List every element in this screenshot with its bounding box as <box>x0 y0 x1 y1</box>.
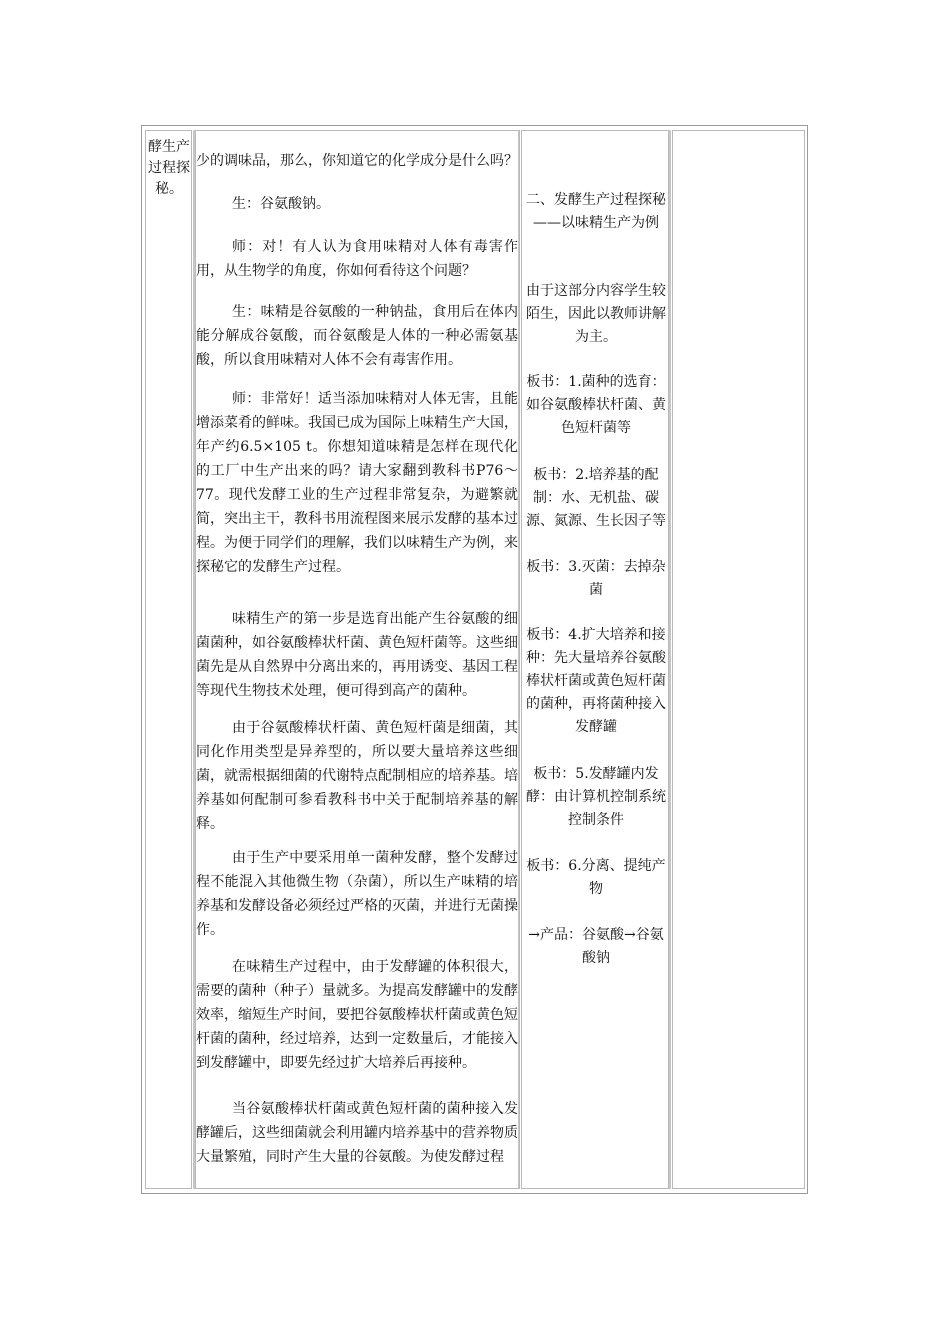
notes-paragraph: 板书：5.发酵罐内发酵：由计算机控制系统控制条件 <box>526 766 666 828</box>
section-column <box>145 130 192 1189</box>
notes-paragraph: 板书：3.灭菌：去掉杂菌 <box>526 559 666 598</box>
dialogue-column <box>195 130 520 1189</box>
notes-column <box>521 130 669 1189</box>
dialogue-paragraph: 味精生产的第一步是选育出能产生谷氨酸的细菌菌种，如谷氨酸棒状杆菌、黄色短杆菌等。这些细菌先是从自然界中分离出来的，再用诱变、基因工程等现代生物技术处理，便可得到高产的菌种。 <box>196 611 518 699</box>
notes-paragraph: 板书：4.扩大培养和接种：先大量培养谷氨酸棒状杆菌或黄色短杆菌的菌种，再将菌种接入发酵罐 <box>526 627 666 735</box>
dialogue-paragraph: 师：对！有人认为食用味精对人体有毒害作用，从生物学的角度，你如何看待这个问题？ <box>196 239 518 279</box>
empty-column <box>672 130 805 1189</box>
notes-paragraph: 板书：1.菌种的选育：如谷氨酸棒状杆菌、黄色短杆菌等 <box>526 374 666 436</box>
dialogue-paragraph: 由于谷氨酸棒状杆菌、黄色短杆菌是细菌，其同化作用类型是异养型的，所以要大量培养这些细菌，就需根据细菌的代谢特点配制相应的培养基。培养基如何配制可参看教科书中关于配制培养基的解释。 <box>196 720 518 832</box>
lesson-table <box>141 125 808 1194</box>
dialogue-paragraph: 师：非常好！适当添加味精对人体无害，且能增添菜肴的鲜味。我国已成为国际上味精生产大国，年产约6.5×105 t。你想知道味精是怎样在现代化的工厂中生产出来的吗？请大家翻到教科书P76～77。现代发酵工业的生产过程非常复杂，为避繁就简，突出主干，教科书用流程图来展示发酵的基本过程。为便于同学们的理解，我们以味精生产为例，来探秘它的发酵生产过程。 <box>196 391 518 575</box>
dialogue-paragraph: 在味精生产过程中，由于发酵罐的体积很大，需要的菌种（种子）量就多。为提高发酵罐中的发酵效率，缩短生产时间，要把谷氨酸棒状杆菌或黄色短杆菌的菌种，经过培养，达到一定数量后，才能接入到发酵罐中，即要先经过扩大培养后再接种。 <box>196 959 518 1071</box>
dialogue-paragraph: 生：味精是谷氨酸的一种钠盐，食用后在体内能分解成谷氨酸，而谷氨酸是人体的一种必需氨基酸，所以食用味精对人体不会有毒害作用。 <box>196 304 518 368</box>
notes-paragraph: 由于这部分内容学生较陌生，因此以教师讲解为主。 <box>526 283 666 345</box>
dialogue-paragraph: 由于生产中要采用单一菌种发酵，整个发酵过程不能混入其他微生物（杂菌），所以生产味精的培养基和发酵设备必须经过严格的灭菌，并进行无菌操作。 <box>196 850 518 938</box>
dialogue-paragraph: 少的调味品，那么，你知道它的化学成分是什么吗？ <box>196 153 518 169</box>
notes-paragraph: 二、发酵生产过程探秘——以味精生产为例 <box>526 192 666 231</box>
column-divider <box>669 130 671 1189</box>
notes-paragraph: 板书：2.培养基的配制：水、无机盐、碳源、氮源、生长因子等 <box>526 467 666 529</box>
dialogue-paragraph: 当谷氨酸棒状杆菌或黄色短杆菌的菌种接入发酵罐后，这些细菌就会利用罐内培养基中的营养物质大量繁殖，同时产生大量的谷氨酸。为使发酵过程 <box>196 1101 518 1165</box>
notes-paragraph: 板书：6.分离、提纯产物 <box>526 858 666 897</box>
section-label: 酵生产过程探秘。 <box>148 139 190 197</box>
notes-paragraph: →产品：谷氨酸→谷氨酸钠 <box>528 927 664 966</box>
dialogue-paragraph: 生：谷氨酸钠。 <box>232 196 330 212</box>
